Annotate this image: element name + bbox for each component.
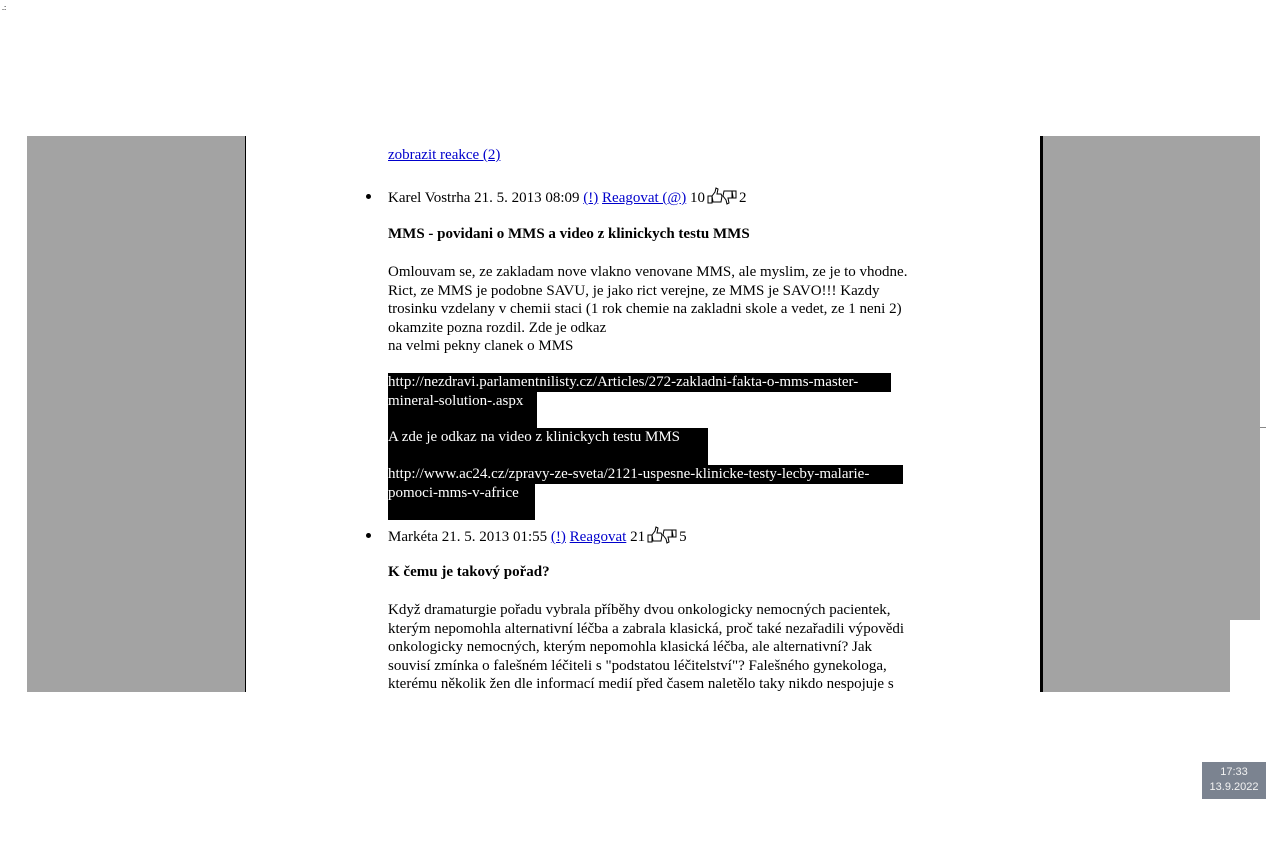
selected-text-line: http://nezdravi.parlamentnilisty.cz/Articles/272-zakladni-fakta-o-mms-master-: [388, 373, 891, 392]
like-count: 21: [630, 529, 646, 545]
body-line: kterým nepomohla alternativní léčba a zabrala klasická, proč také nezařadili výpovědi: [388, 620, 905, 637]
body-line: Omlouvam se, ze zakladam nove vlakno venovane MMS, ale myslim, ze je to vhodne.: [388, 264, 908, 280]
comment-title: MMS - povidani o MMS a video z klinickych testu MMS: [388, 226, 750, 242]
dislike-count: 5: [679, 529, 687, 545]
corner-mark: .:: [2, 3, 7, 12]
body-line: souvisí zmínka o falešném léčiteli s "podstatou léčitelství"? Falešného gynekologa,: [388, 657, 887, 674]
clock-date: 13.9.2022: [1209, 781, 1259, 793]
comments-page: [246, 136, 1040, 692]
bullet-icon: [366, 194, 371, 199]
reply-link[interactable]: Reagovat: [569, 529, 627, 545]
comment-body: [388, 263, 907, 356]
taskbar-clock[interactable]: [1202, 762, 1266, 799]
selected-text-line: http://www.ac24.cz/zpravy-ze-sveta/2121-uspesne-klinicke-testy-lecby-malarie-: [388, 465, 903, 484]
comment-meta-1: [388, 187, 746, 208]
clock-time: 17:33: [1220, 766, 1248, 778]
report-link[interactable]: (!): [583, 190, 599, 206]
right-margin-notch: [1230, 620, 1260, 692]
selected-text-line: A zde je odkaz na video z klinickych testu MMS: [388, 428, 708, 465]
body-line: okamzite pozna rozdil. Zde je odkaz: [388, 319, 607, 336]
body-line: Když dramaturgie pořadu vybrala příběhy dvou onkologicky nemocných pacientek,: [388, 602, 891, 618]
right-gray-margin: [1040, 136, 1260, 692]
comment-title: K čemu je takový pořad?: [388, 564, 550, 580]
thumbs-up-down-icon[interactable]: [645, 526, 679, 544]
like-count: 10: [689, 190, 705, 206]
body-line: na velmi pekny clanek o MMS: [388, 338, 574, 354]
comment-date: 21. 5. 2013 08:09: [474, 190, 580, 206]
comment-author: Markéta: [388, 529, 438, 545]
left-gray-margin: [27, 136, 246, 692]
body-line: kterému několik žen dle informací medií před časem naletělo taky nikdo nespojuje s: [388, 676, 894, 692]
comment-date: 21. 5. 2013 01:55: [441, 529, 548, 545]
comment-author: Karel Vostrha: [388, 190, 471, 206]
bullet-icon: [366, 533, 371, 538]
dislike-count: 2: [738, 190, 747, 206]
body-line: trosinku vzdelany v chemii staci (1 rok chemie na zakladni skole a vedet, ze 1 neni 2): [388, 301, 902, 317]
right-edge-mark: [1260, 427, 1266, 428]
selected-text-line: pomoci-mms-v-africe: [388, 484, 535, 520]
comment-meta-2: [388, 526, 687, 547]
comment-body: [388, 601, 904, 692]
reply-link[interactable]: Reagovat (@): [602, 190, 687, 206]
thumbs-up-down-icon[interactable]: [705, 187, 739, 205]
show-reactions-link[interactable]: zobrazit reakce (2): [388, 147, 501, 163]
body-line: onkologicky nemocných, kterým nepomohla klasická léčba, ale alternativní? Jak: [388, 639, 872, 655]
body-line: Rict, ze MMS je podobne SAVU, je jako rict verejne, ze MMS je SAVO!!! Kazdy: [388, 282, 880, 299]
selected-text-line: mineral-solution-.aspx: [388, 392, 537, 428]
report-link[interactable]: (!): [550, 529, 566, 545]
